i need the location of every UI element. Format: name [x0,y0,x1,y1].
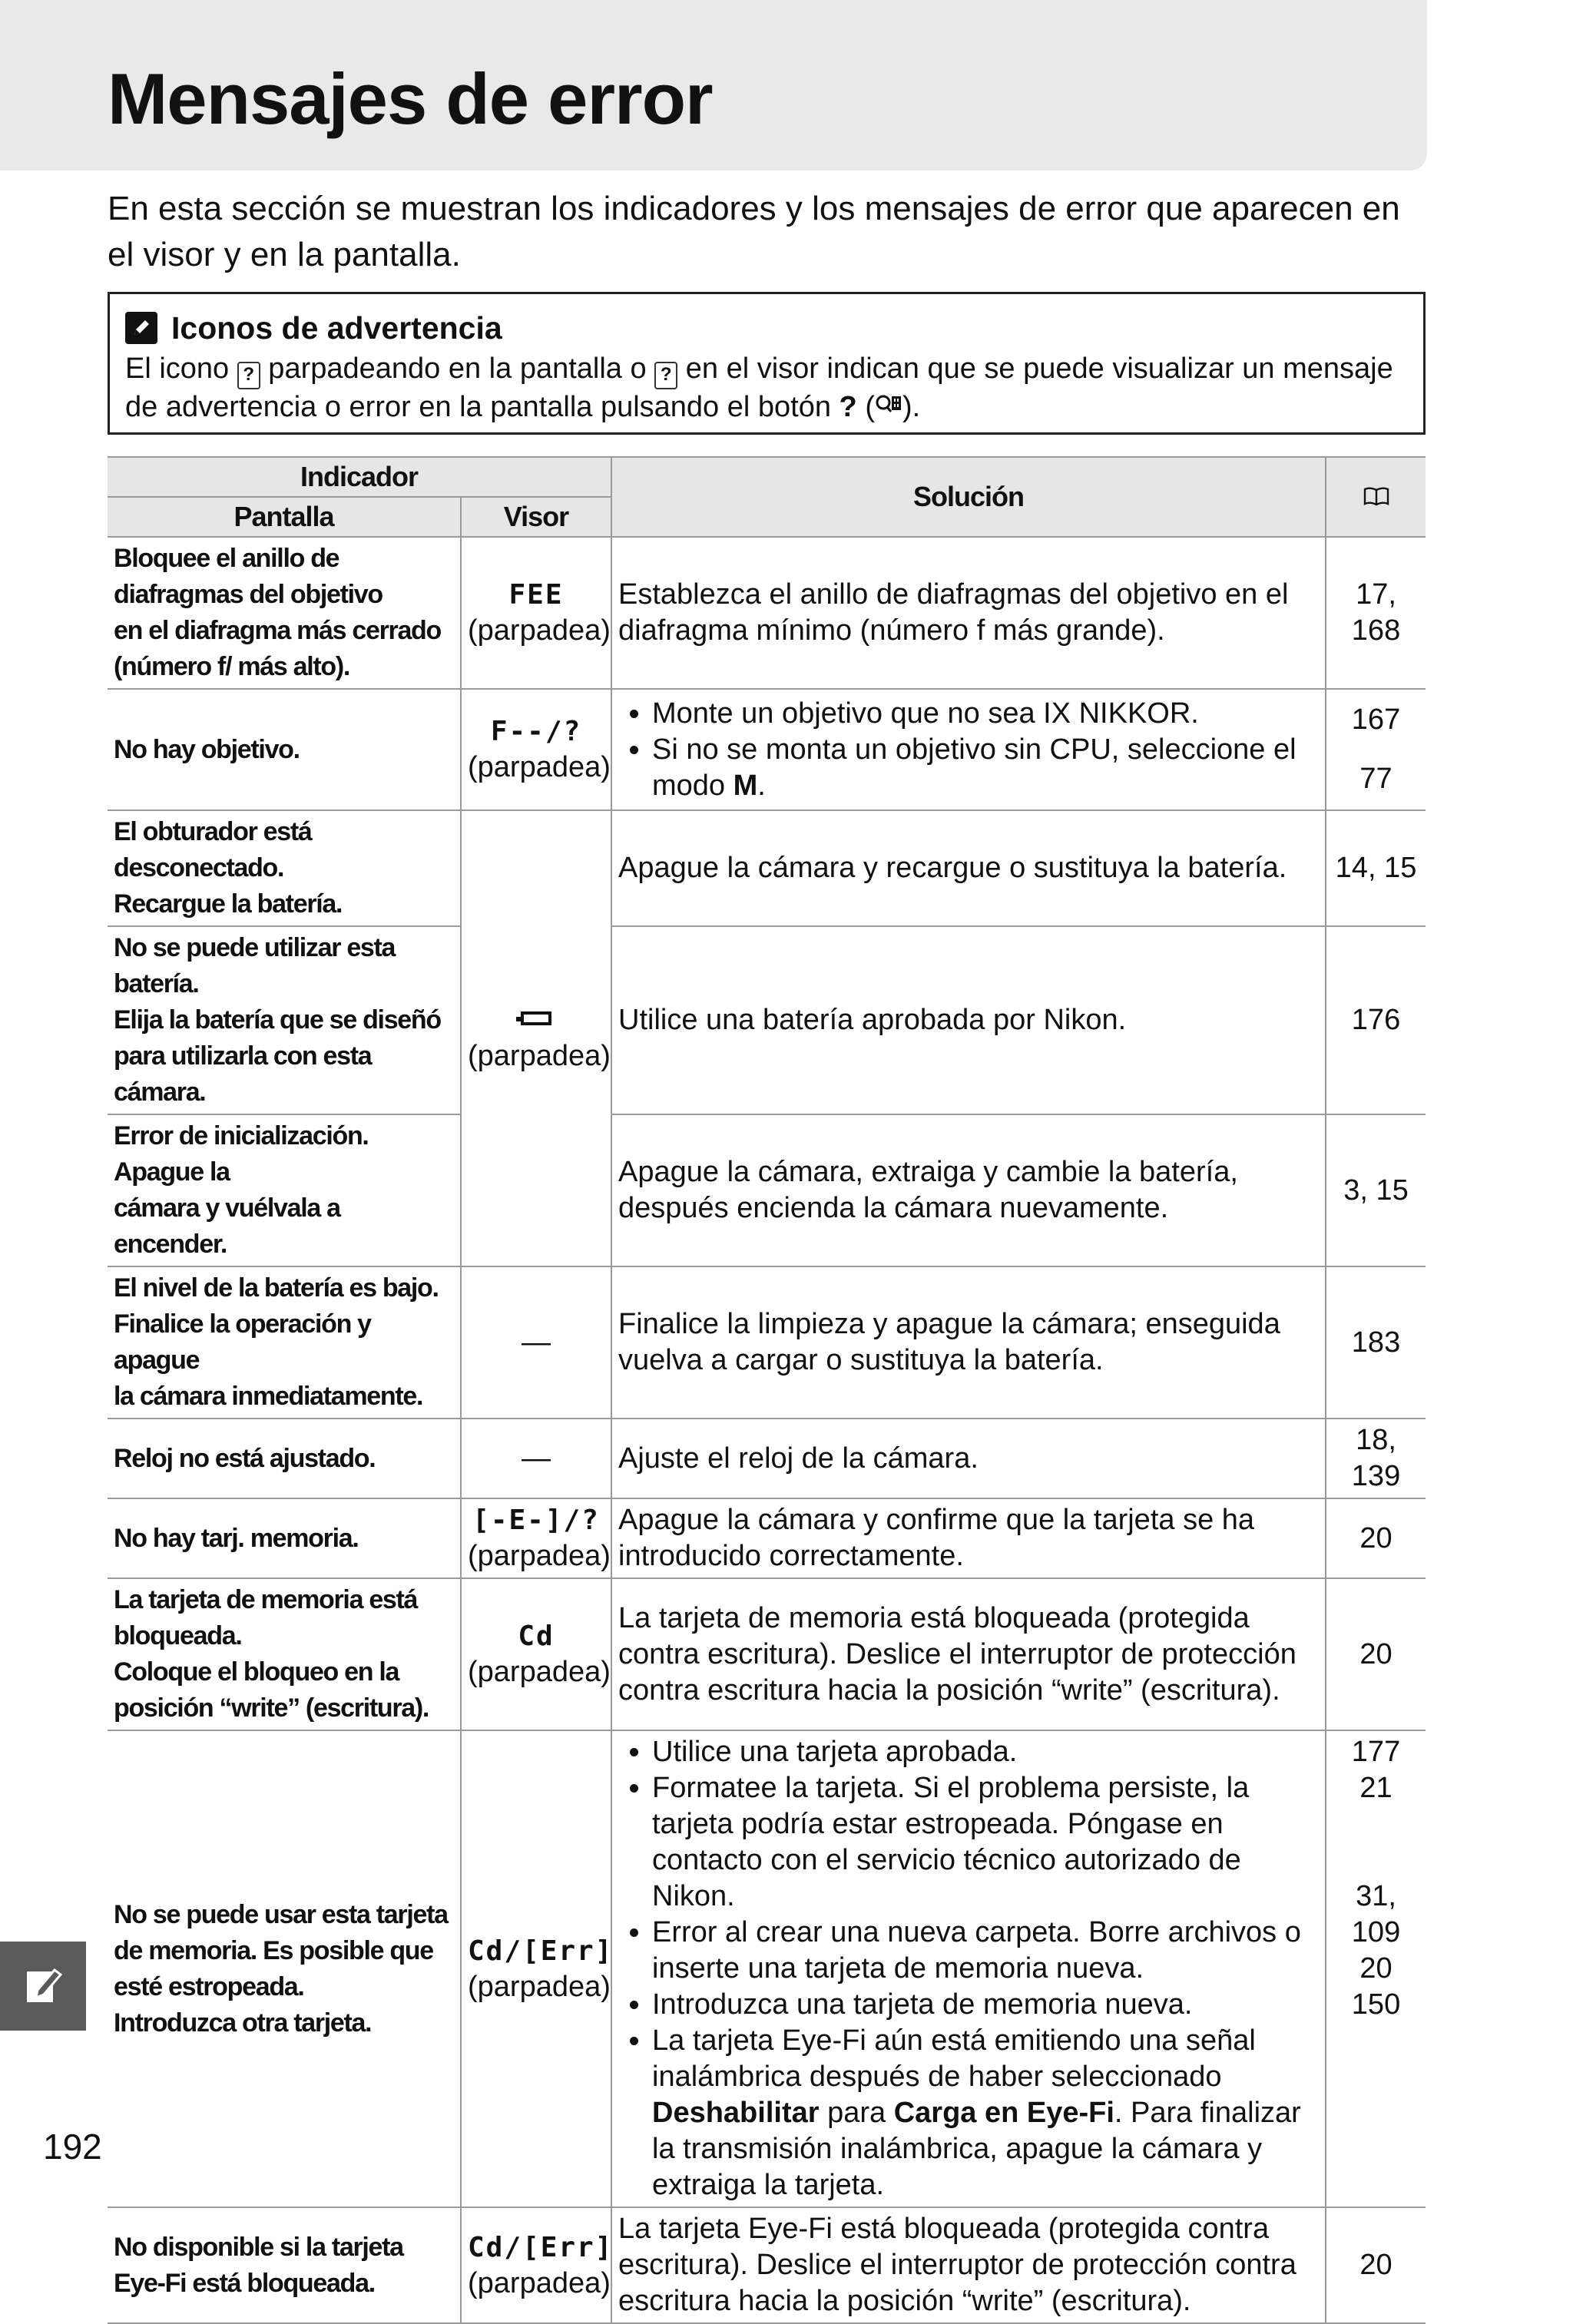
cell-pantalla: No hay tarj. memoria. [108,1498,461,1578]
cell-ref [1326,689,1426,810]
bullet-text: Error al crear una nueva carpeta. Borre archivos o inserte una tarjeta de memoria nueva. [652,1916,1301,1985]
cell-pantalla [108,1266,461,1419]
note-pencil-icon [125,312,157,344]
page-number: 192 [43,2127,102,2167]
cell-solution: La tarjeta de memoria está bloqueada (protegida contra escritura). Deslice el interruptor de protección contra escritura hacia la posición “write” (escritura). [611,1578,1326,1730]
cell-ref [1326,1730,1426,2207]
ref-value: 150 [1351,1988,1401,2021]
visor-code: Cd [518,1621,555,1652]
table-header-row [108,457,1426,497]
ref-value: 21 [1359,1772,1393,1804]
solution-bullet [652,1987,1319,2023]
pantalla-line: Error de inicialización. Apague la [114,1121,369,1187]
pencil-note-icon [21,1964,65,2008]
troubleshooting-side-tab [0,1942,86,2031]
table-row [108,810,1426,926]
error-messages-table [108,456,1426,2324]
cell-visor [461,1498,611,1578]
header-visor: Visor [461,497,611,537]
cell-pantalla: No hay objetivo. [108,689,461,810]
bullet-text: Utilice una tarjeta aprobada. [652,1736,1018,1768]
cell-pantalla [108,1730,461,2207]
pantalla-line: Elija la batería que se diseñó [114,1005,441,1035]
cell-ref: 3, 15 [1326,1114,1426,1266]
note-body [125,351,1408,425]
bullet-bold: Deshabilitar [652,2097,820,2129]
visor-code: Cd/[Err] [468,1935,614,1967]
table-row [108,689,1426,810]
cell-ref: 183 [1326,1266,1426,1419]
bullet-bold: M [733,769,758,802]
header-solucion: Solución [611,457,1326,537]
intro-paragraph: En esta sección se muestran los indicadores y los mensajes de error que aparecen en el visor y en la pantalla. [108,190,1400,273]
bullet-text: Si no se monta un objetivo sin CPU, seleccione el modo [652,733,1296,802]
cell-ref: 176 [1326,926,1426,1114]
cell-ref: 14, 15 [1326,810,1426,926]
visor-note: (parpadea) [468,1970,611,2003]
book-icon [1363,483,1389,512]
cell-pantalla [108,1578,461,1730]
table-row [108,1498,1426,1578]
zoom-out-icon [875,391,902,423]
ref-value: 17, [1356,578,1396,611]
pantalla-line: para utilizarla con esta cámara. [114,1041,372,1107]
visor-code: F--/? [490,716,582,747]
pantalla-line: Recargue la batería. [114,889,343,919]
pantalla-line: (número f/ más alto). [114,652,350,681]
visor-note: (parpadea) [468,1040,611,1072]
bullet-text: Introduzca una tarjeta de memoria nueva. [652,1988,1193,2021]
help-display-icon: ? [237,362,260,389]
note-header [125,305,1408,351]
visor-note: (parpadea) [468,614,611,647]
bullet-bold: Carga en Eye-Fi [893,2097,1114,2129]
cell-solution: Ajuste el reloj de la cámara. [611,1419,1326,1498]
cell-solution: Apague la cámara, extraiga y cambie la batería, después encienda la cámara nuevamente. [611,1114,1326,1266]
cell-pantalla [108,810,461,926]
page-title: Mensajes de error [108,58,713,139]
ref-value: 18, [1356,1424,1396,1456]
ref-value: 168 [1351,614,1401,647]
pantalla-line: posición “write” (escritura). [114,1693,429,1723]
cell-solution: Apague la cámara y recargue o sustituya la batería. [611,810,1326,926]
table-row [108,1578,1426,1730]
pantalla-line: No disponible si la tarjeta [114,2232,403,2262]
pantalla-line: No se puede usar esta tarjeta [114,1899,448,1929]
pantalla-line: El obturador está desconectado. [114,817,312,882]
pantalla-line: Introduzca otra tarjeta. [114,2008,372,2038]
table-row [108,1730,1426,2207]
solution-bullet [652,1770,1319,1915]
pantalla-line: en el diafragma más cerrado [114,616,441,645]
pantalla-line: cámara y vuélvala a encender. [114,1193,340,1259]
bullet-text: . Para finalizar la transmisión inalámbrica, apague la cámara y extraiga la tarjeta. [652,2097,1301,2201]
cell-pantalla [108,1114,461,1266]
pantalla-line: de memoria. Es posible que [114,1935,433,1965]
cell-visor: — [461,1419,611,1498]
cell-solution: La tarjeta Eye-Fi está bloqueada (protegida contra escritura). Deslice el interruptor de protección contra escritura hacia la posición “write” (escritura). [611,2207,1326,2323]
bullet-text: La tarjeta Eye-Fi aún está emitiendo una señal inalámbrica después de haber seleccionado [652,2024,1256,2093]
pantalla-line: bloqueada. [114,1621,242,1650]
table-row [108,1114,1426,1266]
header-pantalla: Pantalla [108,497,461,537]
warning-note-box [108,292,1426,435]
battery-low-icon [468,1003,604,1038]
visor-note: (parpadea) [468,751,611,783]
cell-visor [461,689,611,810]
solution-bullet [652,696,1319,732]
pantalla-line: esté estropeada. [114,1971,304,2001]
visor-note: (parpadea) [468,1540,611,1572]
ref-value: 77 [1359,763,1393,795]
bullet-text: . [757,769,766,802]
visor-code: [-E-]/? [472,1505,600,1536]
cell-solution: Utilice una batería aprobada por Nikon. [611,926,1326,1114]
table-row [108,2207,1426,2323]
cell-solution: Establezca el anillo de diafragmas del objetivo en el diafragma mínimo (número f más grande). [611,537,1326,689]
help-button-glyph: ? [839,391,857,423]
solution-bullet [652,1915,1319,1987]
solution-bullet [652,2023,1319,2203]
pantalla-line: la cámara inmediatamente. [114,1382,423,1411]
table-row [108,1266,1426,1419]
cell-pantalla [108,926,461,1114]
note-text: en el visor indican que se puede visualizar un mensaje de advertencia o error en la pantalla pulsando el botón [125,353,1393,423]
note-text: ( [856,391,875,423]
ref-value: 20 [1359,1952,1393,1985]
cell-visor: — [461,1266,611,1419]
pantalla-line: Finalice la operación y apague [114,1309,371,1375]
visor-code: Cd/[Err] [468,2231,614,2263]
pantalla-line: El nivel de la batería es bajo. [114,1273,439,1303]
ref-value: 139 [1351,1460,1401,1492]
cell-pantalla: Reloj no está ajustado. [108,1419,461,1498]
visor-note: (parpadea) [468,2266,611,2299]
pantalla-line: No se puede utilizar esta batería. [114,933,396,998]
pantalla-line: Bloquee el anillo de [114,544,339,573]
cell-solution: Finalice la limpieza y apague la cámara; enseguida vuelva a cargar o sustituya la batería. [611,1266,1326,1419]
note-text: parpadeando en la pantalla o [260,353,655,385]
table-row [108,537,1426,689]
note-text: ). [902,391,921,423]
pantalla-line: Coloque el bloqueo en la [114,1657,399,1687]
cell-visor [461,1578,611,1730]
visor-code: FEE [508,579,564,611]
note-text: El icono [125,353,237,385]
bullet-text: Monte un objetivo que no sea IX NIKKOR. [652,697,1199,730]
pantalla-line: Eye-Fi está bloqueada. [114,2268,375,2298]
pantalla-line: diafragmas del objetivo [114,580,382,609]
pantalla-line: La tarjeta de memoria está [114,1585,418,1614]
header-page-ref [1326,457,1426,537]
ref-value: 31, 109 [1351,1880,1401,1948]
ref-value: 177 [1351,1736,1401,1768]
table-row [108,926,1426,1114]
solution-bullet [652,1734,1319,1770]
ref-value: 167 [1351,703,1401,736]
header-indicador: Indicador [108,457,611,497]
help-viewfinder-icon: ? [654,362,677,389]
solution-bullet [652,732,1319,804]
cell-solution [611,689,1326,810]
bullet-text: para [819,2097,894,2129]
table-row [108,1419,1426,1498]
cell-visor [461,810,611,1266]
cell-pantalla [108,537,461,689]
cell-solution: Apague la cámara y confirme que la tarjeta se ha introducido correctamente. [611,1498,1326,1578]
note-title: Iconos de advertencia [171,310,502,346]
cell-visor [461,1730,614,2207]
visor-note: (parpadea) [468,1656,611,1688]
cell-ref [1326,537,1426,689]
cell-ref [1326,1419,1426,1498]
cell-visor [461,2207,614,2323]
cell-ref: 20 [1326,2207,1426,2323]
cell-ref: 20 [1326,1498,1426,1578]
bullet-text: Formatee la tarjeta. Si el problema persiste, la tarjeta podría estar estropeada. Póngase en contacto con el servicio técnico autorizado de Nikon. [652,1772,1250,1912]
cell-ref: 20 [1326,1578,1426,1730]
cell-solution [611,1730,1326,2207]
cell-visor [461,537,611,689]
cell-pantalla [108,2207,461,2323]
